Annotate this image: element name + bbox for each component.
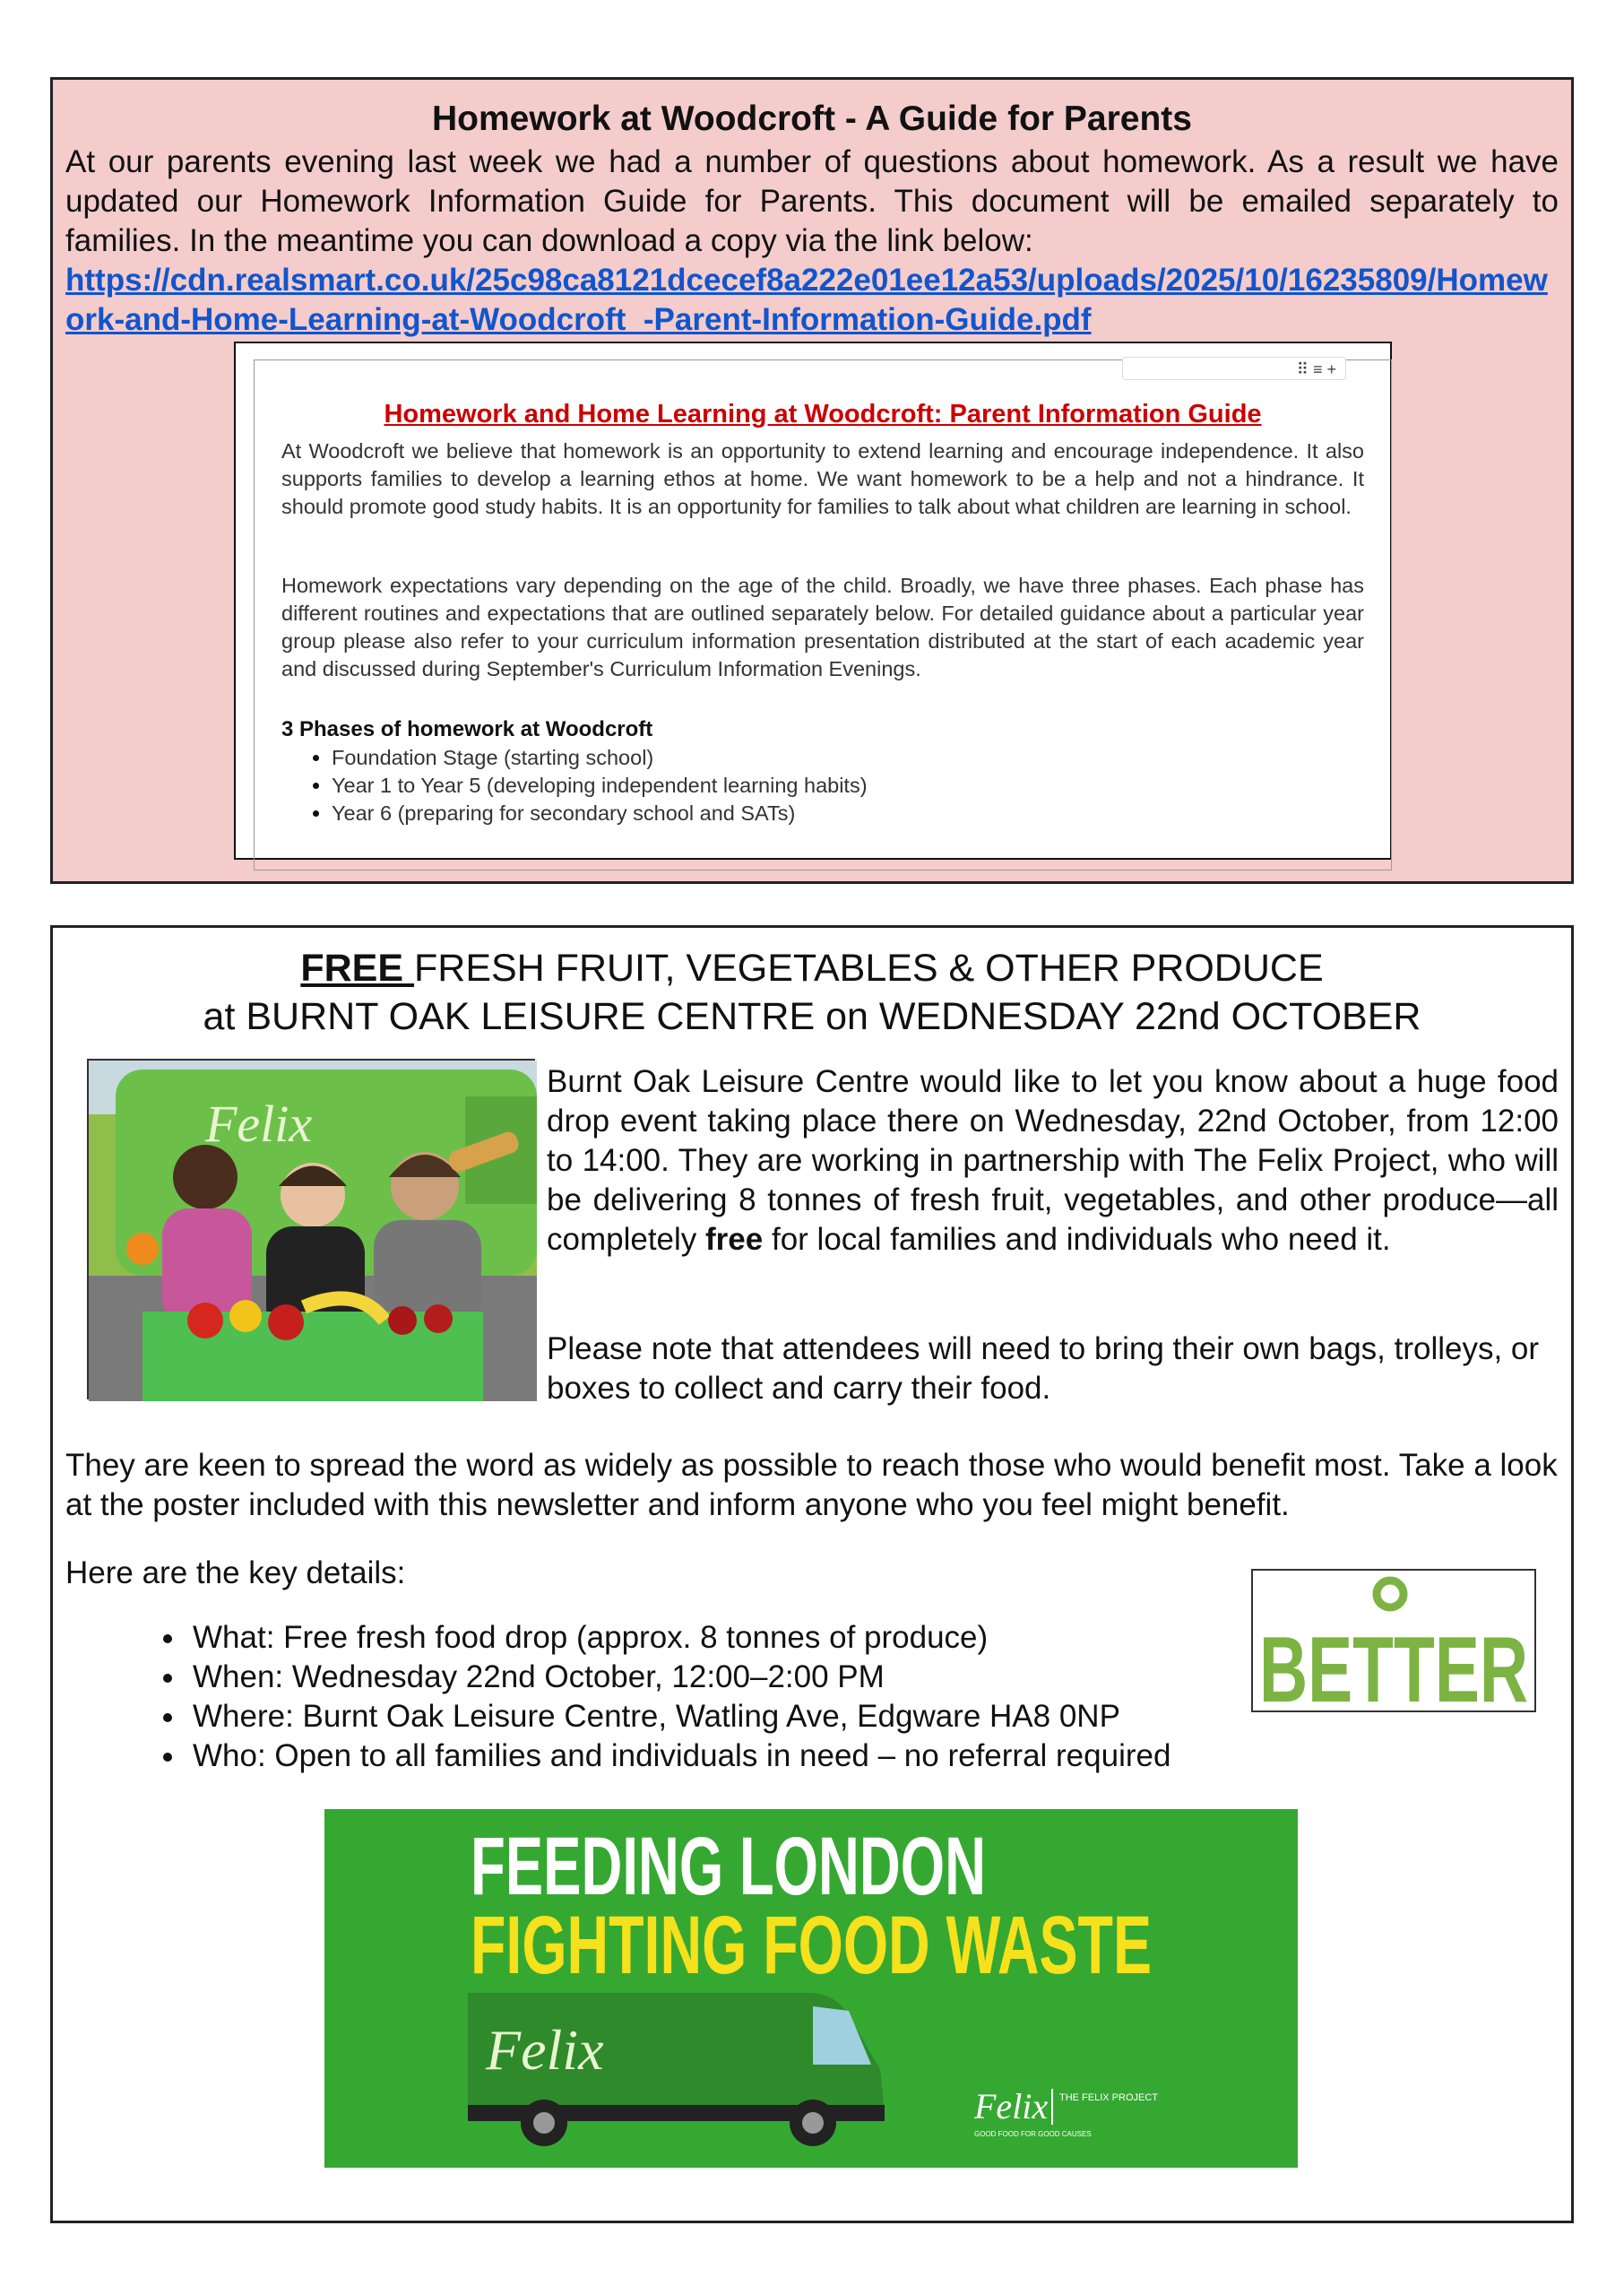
food-drop-title bbox=[53, 944, 1571, 1041]
van-felix-text: Felix bbox=[205, 1095, 313, 1153]
food-paragraph-3: They are keen to spread the word as widely as possible to reach those who would benefit most. Take a look at the poster included with this newsletter and inform anyone who you feel might benefit. bbox=[65, 1448, 1558, 1522]
banner-line-1: FEEDING LONDON bbox=[471, 1821, 986, 1912]
title-line-2: at BURNT OAK LEISURE CENTRE on WEDNESDAY 22nd OCTOBER bbox=[203, 995, 1421, 1038]
list-item: • Where: Burnt Oak Leisure Centre, Watling Ave, Edgware HA8 0NP bbox=[187, 1697, 1170, 1736]
felix-logo-sub: THE FELIX PROJECT bbox=[1059, 2092, 1159, 2103]
banner-van-text: Felix bbox=[486, 2018, 604, 2082]
food-paragraph-1 bbox=[547, 1062, 1559, 1260]
list-item: • When: Wednesday 22nd October, 12:00–2:00 PM bbox=[187, 1658, 1170, 1697]
key-details-heading: Here are the key details: bbox=[65, 1555, 406, 1590]
phases-heading: 3 Phases of homework at Woodcroft bbox=[281, 717, 653, 741]
homework-paragraph: At our parents evening last week we had a number of questions about homework. As a result we have updated our Homework Information Guide for Parents. This document will be emailed separately to families. In the meantime you can download a copy via the link below: bbox=[65, 144, 1559, 258]
homework-section bbox=[50, 77, 1574, 884]
better-logo-text: BETTER bbox=[1259, 1618, 1528, 1722]
title-rest: FRESH FRUIT, VEGETABLES & OTHER PRODUCE bbox=[414, 947, 1324, 990]
felix-logo-text: Felix bbox=[974, 2086, 1049, 2126]
document-paragraph-2: Homework expectations vary depending on the age of the child. Broadly, we have three phases. Each phase has different routines and expectations that are outlined separately below. For detailed guidance about a particular year group please also refer to your curriculum information presentation distributed at the start of each academic year and discussed during September's Curriculum Information Evenings. bbox=[281, 574, 1364, 680]
felix-project-banner bbox=[324, 1809, 1298, 2168]
food-paragraph-2: Please note that attendees will need to bring their own bags, trolleys, or boxes to collect and carry their food. bbox=[547, 1331, 1540, 1406]
list-item: • Year 6 (preparing for secondary school and SATs) bbox=[332, 800, 868, 827]
list-item: • Foundation Stage (starting school) bbox=[332, 744, 868, 772]
key-details-list bbox=[143, 1618, 1170, 1776]
document-title: Homework and Home Learning at Woodcroft: Parent Information Guide bbox=[384, 400, 1262, 429]
guide-document-preview bbox=[234, 342, 1392, 860]
list-item: • Year 1 to Year 5 (developing independent learning habits) bbox=[332, 772, 868, 800]
list-item: • Who: Open to all families and individuals in need – no referral required bbox=[187, 1736, 1170, 1776]
p1-text-start: Burnt Oak Leisure Centre would like to let you know about a huge food drop event taking place there on Wednesday, 22nd October, from 12:00 to 14:00. They are working in partnership with The Felix Project, who will be delivering 8 tonnes of fresh fruit, vegetables, and other produce—all completely bbox=[547, 1064, 1559, 1257]
p1-free-bold: free bbox=[705, 1222, 764, 1257]
children-with-produce-photo bbox=[87, 1059, 535, 1399]
list-item: • What: Free fresh food drop (approx. 8 tonnes of produce) bbox=[187, 1618, 1170, 1658]
p1-text-end: for local families and individuals who need it. bbox=[763, 1222, 1391, 1257]
phases-list bbox=[315, 744, 868, 827]
document-page bbox=[254, 359, 1392, 870]
homework-guide-link[interactable]: https://cdn.realsmart.co.uk/25c98ca8121dcecef8a222e01ee12a53/uploads/2025/10/16235809/Homework-and-Home-Learning-at-Woodcroft_-Parent-Information-Guide.pdf bbox=[65, 263, 1548, 337]
document-toolbar: ⠿ ≡ + bbox=[1122, 357, 1346, 380]
title-free: FREE bbox=[300, 947, 414, 990]
document-paragraph-1: At Woodcroft we believe that homework is an opportunity to extend learning and encourage independence. It also supports families to develop a learning ethos at home. We want homework to be a help and not a hindrance. It should promote good study habits. It is an opportunity for families to talk about what children are learning in school. bbox=[281, 439, 1364, 518]
banner-line-2: FIGHTING FOOD WASTE bbox=[471, 1900, 1152, 1991]
homework-title: Homework at Woodcroft - A Guide for Parents bbox=[432, 100, 1192, 138]
better-logo bbox=[1251, 1569, 1536, 1722]
food-drop-section bbox=[50, 925, 1574, 2223]
felix-logo-tagline: GOOD FOOD FOR GOOD CAUSES bbox=[974, 2130, 1092, 2138]
